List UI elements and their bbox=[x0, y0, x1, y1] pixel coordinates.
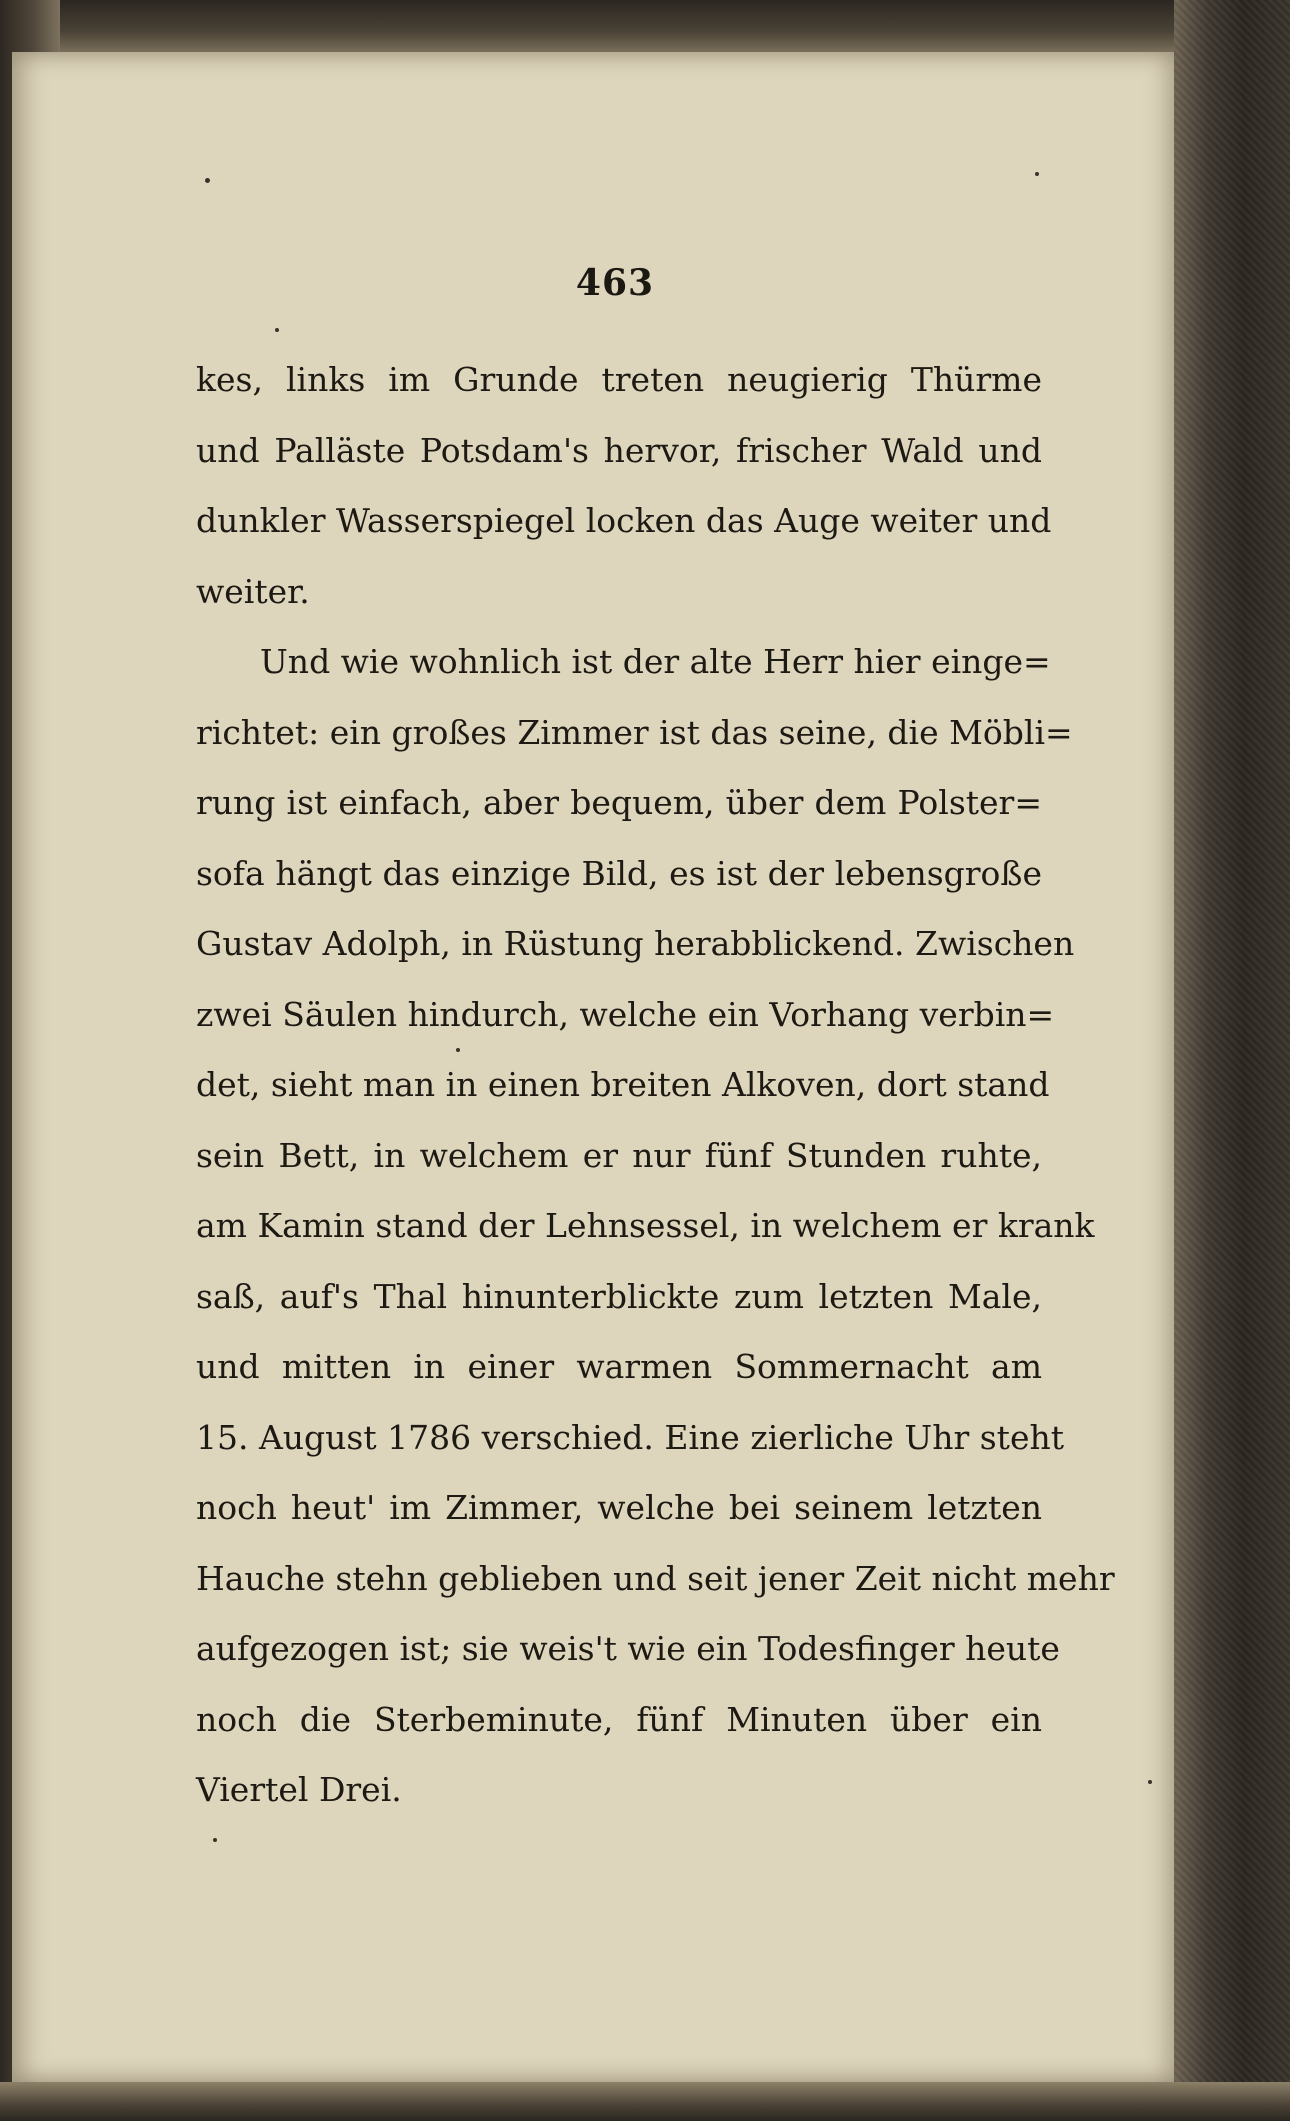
text-line: kes, links im Grunde treten neugierig Thürme bbox=[196, 360, 1042, 399]
text-line: am Kamin stand der Lehnsessel, in welchem er krank bbox=[196, 1206, 1095, 1245]
text-line: Und wie wohnlich ist der alte Herr hier einge= bbox=[260, 642, 1051, 681]
text-line: det, sieht man in einen breiten Alkoven, dort stand bbox=[196, 1065, 1050, 1104]
text-line: aufgezogen ist; sie weis't wie ein Todesfinger heute bbox=[196, 1629, 1060, 1668]
text-line: Hauche stehn geblieben und seit jener Zeit nicht mehr bbox=[196, 1558, 1115, 1598]
text-line: Gustav Adolph, in Rüstung herabblickend. Zwischen bbox=[196, 924, 1075, 963]
text-line: Viertel Drei. bbox=[196, 1770, 402, 1809]
paper-speck bbox=[1035, 172, 1039, 176]
paper-speck bbox=[205, 178, 210, 183]
text-line: zwei Säulen hindurch, welche ein Vorhang verbin= bbox=[196, 994, 1055, 1034]
text-line: dunkler Wasserspiegel locken das Auge weiter und bbox=[196, 501, 1052, 540]
text-line: sein Bett, in welchem er nur fünf Stunden ruhte, bbox=[196, 1135, 1042, 1175]
text-line: weiter. bbox=[196, 571, 310, 611]
text-line: richtet: ein großes Zimmer ist das seine, die Möbli= bbox=[196, 712, 1073, 752]
text-line: und Palläste Potsdam's hervor, frischer Wald und bbox=[196, 430, 1042, 470]
text-line: 15. August 1786 verschied. Eine zierliche Uhr steht bbox=[196, 1417, 1064, 1457]
text-line: sofa hängt das einzige Bild, es ist der lebensgroße bbox=[196, 853, 1042, 893]
body-text bbox=[196, 345, 1115, 1826]
paper-speck bbox=[1148, 1780, 1152, 1784]
bottom-cover-edge bbox=[0, 2082, 1290, 2121]
text-line: rung ist einfach, aber bequem, über dem Polster= bbox=[196, 783, 1042, 822]
paper-speck bbox=[213, 1838, 217, 1842]
text-line: saß, auf's Thal hinunterblickte zum letzten Male, bbox=[196, 1276, 1042, 1316]
page-number: 463 bbox=[575, 262, 655, 304]
text-line: und mitten in einer warmen Sommernacht am bbox=[196, 1347, 1042, 1386]
right-cover-board bbox=[1174, 0, 1290, 2121]
top-cover-edge bbox=[0, 0, 1290, 52]
text-line: noch heut' im Zimmer, welche bei seinem letzten bbox=[196, 1488, 1042, 1527]
text-line: noch die Sterbeminute, fünf Minuten über ein bbox=[196, 1699, 1042, 1739]
paper-speck bbox=[275, 328, 279, 332]
